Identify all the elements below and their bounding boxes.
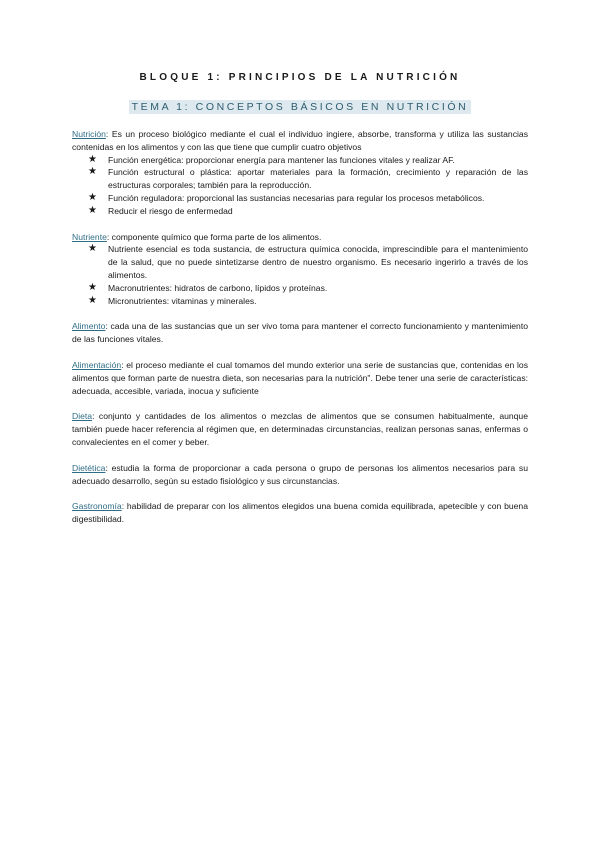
section-dietetica	[72, 462, 528, 488]
definition-nutriente	[72, 231, 528, 244]
bullet-list	[72, 243, 528, 307]
definition-text: : el proceso mediante el cual tomamos del mundo exterior una serie de sustancias que, contenidas en los alimentos que forman parte de nuestra dieta, son necesarias para la nutrición". Debe tener una serie de características: adecuada, accesible, variada, inocua y suficiente	[72, 359, 528, 396]
list-item	[86, 154, 528, 167]
bullet-list	[72, 154, 528, 218]
page-title: BLOQUE 1: PRINCIPIOS DE LA NUTRICIÓN	[139, 72, 461, 83]
list-item	[86, 205, 528, 218]
section-dieta	[72, 410, 528, 448]
star-icon: ★	[88, 153, 97, 165]
term-dieta: Dieta	[72, 411, 93, 422]
section-gastronomia	[72, 500, 528, 526]
list-item-text: Micronutrientes: vitaminas y minerales.	[108, 295, 257, 306]
term-alimentacion: Alimentación	[72, 359, 122, 370]
subtitle-row	[72, 99, 528, 114]
section-alimentacion	[72, 359, 528, 397]
list-item-text: Función energética: proporcionar energía para mantener las funciones vitales y realizar AF.	[108, 154, 455, 165]
star-icon: ★	[88, 243, 97, 255]
list-item	[86, 295, 528, 308]
term-nutriente: Nutriente	[72, 231, 107, 242]
definition-text: : Es un proceso biológico mediante el cual el individuo ingiere, absorbe, transforma y utiliza las sustancias contenidas en los alimentos y con las que tiene que cumplir cuatro objetivos	[72, 129, 528, 152]
definition-text: : componente químico que forma parte de los alimentos.	[106, 231, 322, 242]
list-item-text: Función estructural o plástica: aportar materiales para la formación, crecimiento y reparación de las estructuras corporales; también para la reproducción.	[108, 167, 528, 191]
term-alimento: Alimento	[72, 321, 106, 332]
list-item	[86, 243, 528, 281]
definition-text: : cada una de las sustancias que un ser vivo toma para mantener el correcto funcionamiento y mantenimiento de las funciones vitales.	[72, 321, 528, 345]
section-alimento	[72, 320, 528, 346]
list-item	[86, 282, 528, 295]
definition-text: : habilidad de preparar con los alimentos elegidos una buena comida equilibrada, apetecible y con buena digestibilidad.	[72, 501, 528, 525]
list-item-text: Función reguladora: proporcional las sustancias necesarias para regular los procesos metabólicos.	[108, 192, 485, 203]
list-item-text: Macronutrientes: hidratos de carbono, lípidos y proteínas.	[108, 282, 328, 293]
term-nutricion: Nutrición	[72, 129, 106, 139]
term-gastronomia: Gastronomía	[72, 501, 122, 512]
list-item	[86, 192, 528, 205]
definition-text: : conjunto y cantidades de los alimentos o mezclas de alimentos que se consumen habitualmente, aunque también puede hacer referencia al régimen que, en determinadas circunstancias, realizan personas sanas, enfermas o convalecientes en el comer y beber.	[72, 411, 528, 447]
star-icon: ★	[88, 294, 97, 306]
definition-text: : estudia la forma de proporcionar a cada persona o grupo de personas los alimentos necesarios para su adecuado desarrollo, según su estado fisiológico y sus circunstancias.	[72, 462, 528, 486]
star-icon: ★	[88, 166, 97, 178]
list-item	[86, 166, 528, 192]
term-dietetica: Dietética	[72, 462, 106, 473]
document-page	[72, 60, 528, 526]
section-nutriente	[72, 231, 528, 308]
list-item-text: Reducir el riesgo de enfermedad	[108, 205, 233, 216]
star-icon: ★	[88, 204, 97, 216]
page-subtitle: TEMA 1: CONCEPTOS BÁSICOS EN NUTRICIÓN	[129, 100, 472, 114]
star-icon: ★	[88, 191, 97, 203]
list-item-text: Nutriente esencial es toda sustancia, de estructura química conocida, imprescindible para el mantenimiento de la salud, que no puede sintetizarse dentro de nuestro organismo. Es necesario ingerirlo a través de los alimentos.	[108, 244, 528, 280]
definition-nutricion	[72, 128, 528, 154]
section-nutricion	[72, 128, 528, 218]
star-icon: ★	[88, 281, 97, 293]
